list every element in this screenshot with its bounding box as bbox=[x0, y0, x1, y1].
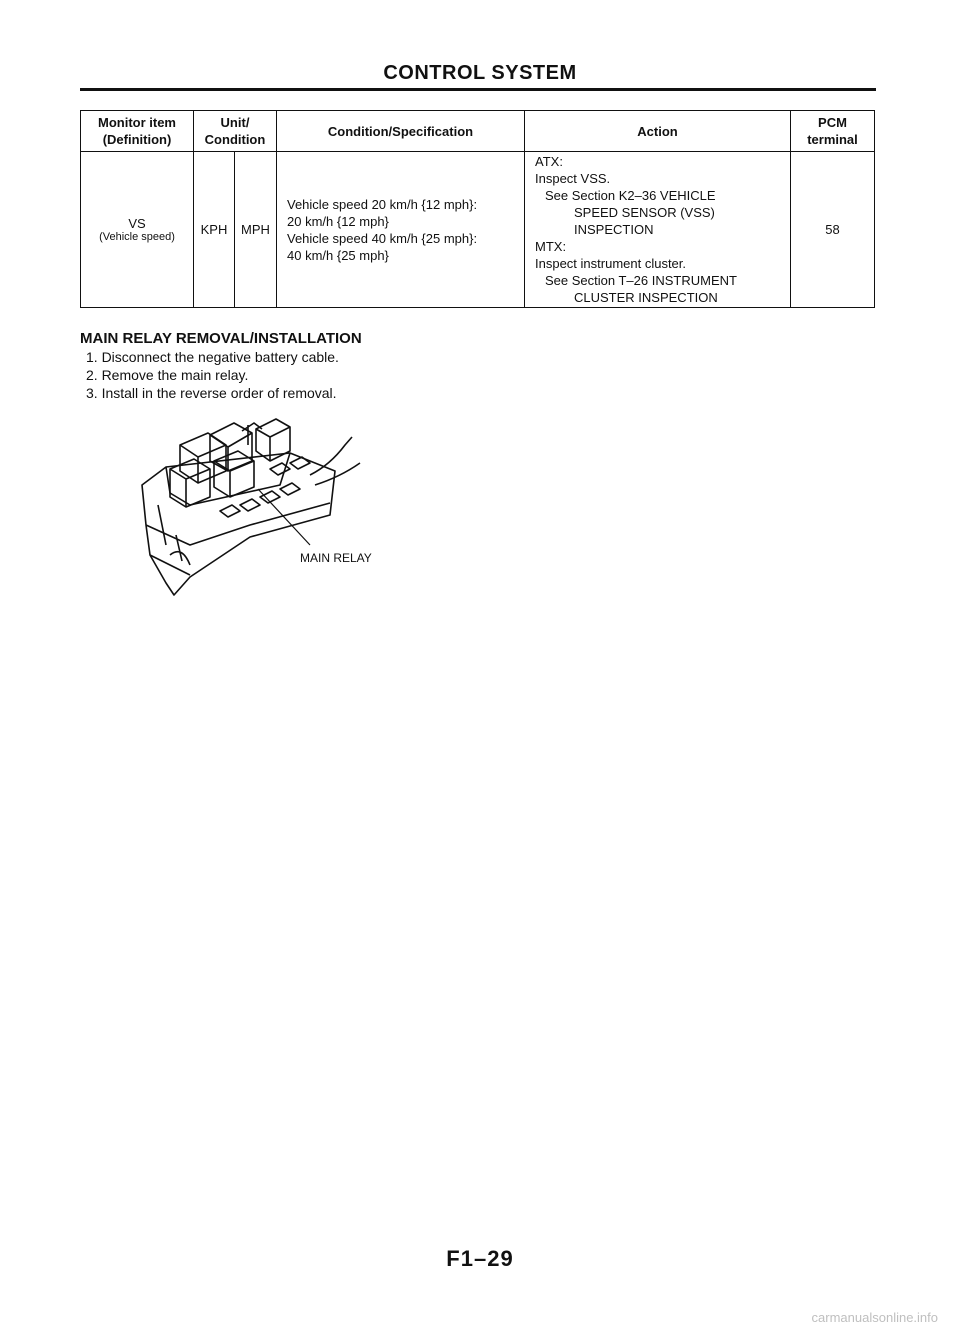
monitor-item-definition: (Vehicle speed) bbox=[99, 231, 175, 243]
procedure-step: 2. Remove the main relay. bbox=[86, 367, 249, 383]
action-line: MTX: bbox=[535, 239, 567, 254]
cell-condition-spec bbox=[277, 152, 525, 308]
spec-table-container bbox=[80, 110, 874, 308]
header-pcm-terminal: PCM terminal bbox=[791, 111, 875, 152]
header-rule bbox=[80, 88, 876, 91]
action-line: CLUSTER INSPECTION bbox=[574, 290, 718, 305]
action-line: See Section T–26 INSTRUMENT bbox=[545, 273, 737, 288]
header-action: Action bbox=[525, 111, 791, 152]
procedure-step: 3. Install in the reverse order of removal. bbox=[86, 385, 337, 401]
action-line: ATX: bbox=[535, 154, 563, 169]
monitor-spec-table bbox=[80, 110, 875, 308]
condition-line: Vehicle speed 40 km/h {25 mph}: bbox=[287, 230, 478, 246]
condition-line: 20 km/h {12 mph} bbox=[287, 213, 389, 229]
action-line: See Section K2–36 VEHICLE bbox=[545, 188, 716, 203]
monitor-item-name: VS bbox=[128, 216, 146, 231]
action-line: Inspect VSS. bbox=[535, 171, 611, 186]
action-line: SPEED SENSOR (VSS) bbox=[574, 205, 715, 220]
header-unit: Unit/ Condition bbox=[194, 111, 277, 152]
procedure-steps bbox=[86, 348, 339, 402]
page-title: CONTROL SYSTEM bbox=[383, 62, 577, 84]
page-number: F1–29 bbox=[446, 1246, 514, 1271]
cell-pcm-terminal: 58 bbox=[791, 152, 875, 308]
watermark: carmanualsonline.info bbox=[811, 1310, 938, 1325]
cell-unit-mph: MPH bbox=[235, 152, 277, 308]
action-line: INSPECTION bbox=[574, 222, 654, 237]
cell-monitor-item bbox=[81, 152, 194, 308]
figure-callout-label: MAIN RELAY bbox=[300, 551, 372, 565]
condition-line: Vehicle speed 20 km/h {12 mph}: bbox=[287, 196, 478, 212]
header-condition-spec: Condition/Specification bbox=[277, 111, 525, 152]
table-header-row bbox=[81, 111, 875, 152]
cell-action bbox=[525, 152, 791, 308]
header-monitor-item: Monitor item (Definition) bbox=[81, 111, 194, 152]
main-relay-illustration bbox=[130, 405, 390, 605]
section-title: MAIN RELAY REMOVAL/INSTALLATION bbox=[80, 330, 362, 347]
table-row bbox=[81, 152, 875, 308]
cell-unit-kph: KPH bbox=[194, 152, 235, 308]
procedure-step: 1. Disconnect the negative battery cable. bbox=[86, 349, 339, 365]
condition-line: 40 km/h {25 mph} bbox=[287, 247, 389, 263]
action-line: Inspect instrument cluster. bbox=[535, 256, 687, 271]
